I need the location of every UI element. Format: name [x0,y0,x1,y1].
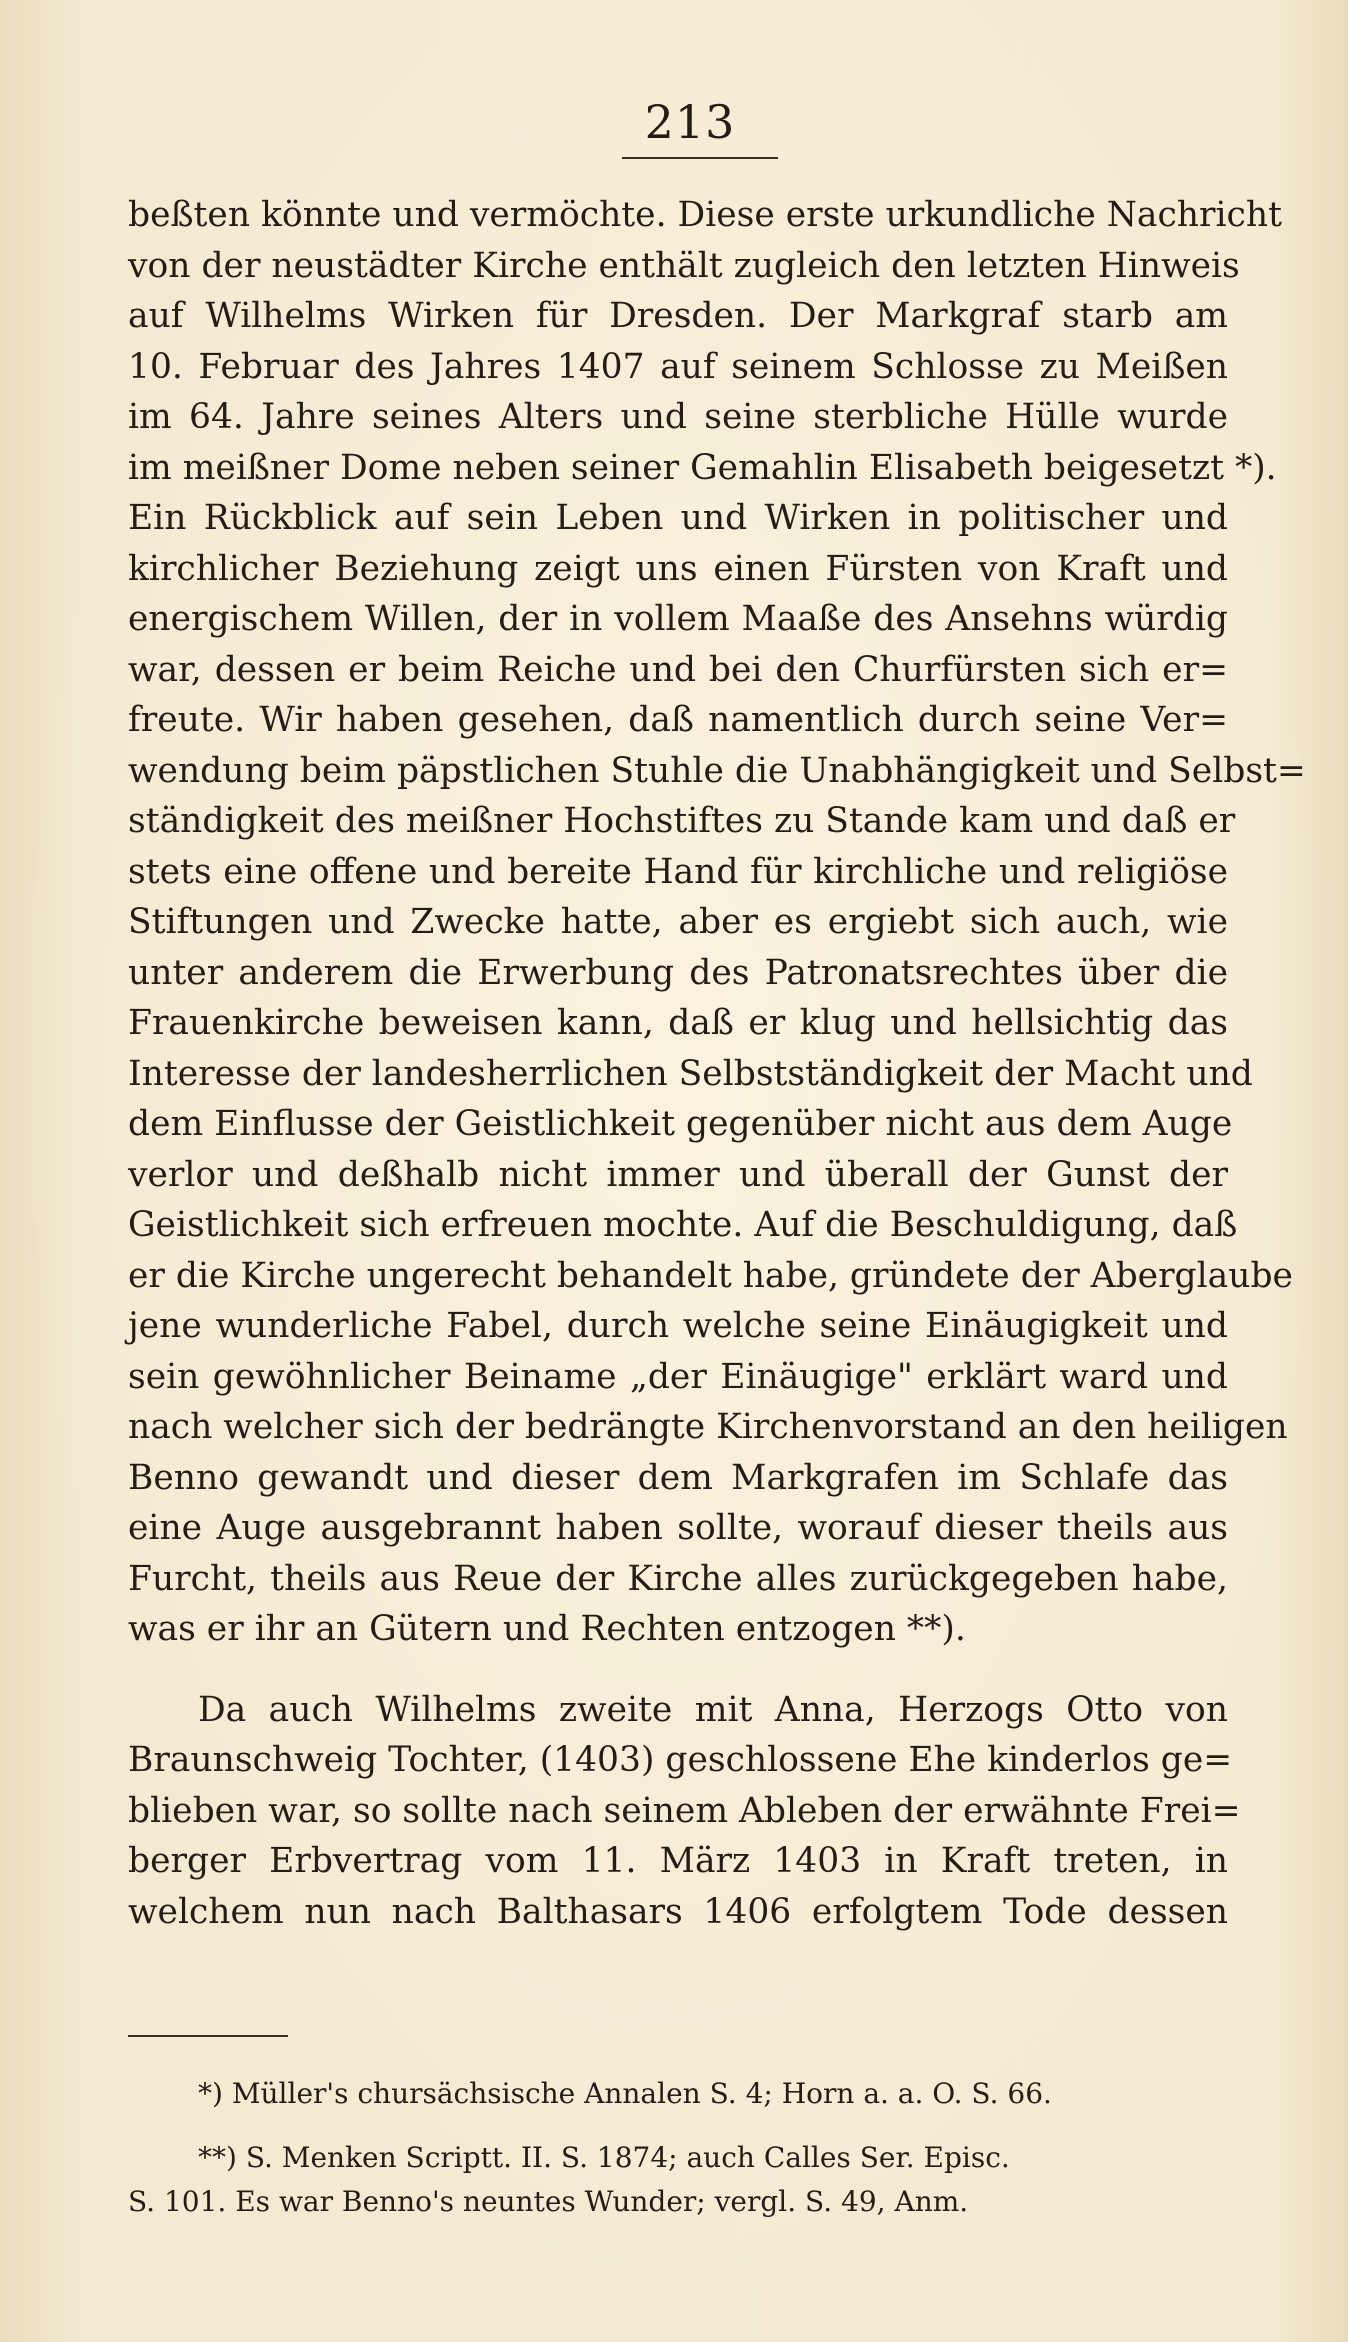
text-line: Geistlichkeit sich erfreuen mochte. Auf die Beschuldigung, daß [128,1205,1238,1245]
text-line: im meißner Dome neben seiner Gemahlin Elisabeth beigesetzt *). [128,447,1277,488]
text-line: Benno gewandt und dieser dem Markgrafen im Schlafe das [128,1457,1228,1498]
footnote-gap [128,2116,1228,2136]
text-line: auf Wilhelms Wirken für Dresden. Der Markgraf starb am [128,296,1228,336]
footnote-1: *) Müller's chursächsische Annalen S. 4; Horn a. a. O. S. 66. [198,2077,1052,2110]
text-line: jene wunderliche Fabel, durch welche seine Einäugigkeit und [128,1306,1228,1346]
text-line: beßten könnte und vermöchte. Diese erste urkundliche Nachricht [128,195,1282,235]
text-line: Stiftungen und Zwecke hatte, aber es ergiebt sich auch, wie [128,902,1228,942]
text-line: was er ihr an Gütern und Rechten entzogen **). [128,1609,966,1649]
text-line: eine Auge ausgebrannt haben sollte, worauf dieser theils aus [128,1508,1228,1548]
text-line: wendung beim päpstlichen Stuhle die Unabhängigkeit und Selbst= [128,750,1306,791]
main-text [128,190,1306,1937]
text-line: er die Kirche ungerecht behandelt habe, gründete der Aberglaube [128,1255,1293,1296]
text-line: welchem nun nach Balthasars 1406 erfolgtem Tode dessen [128,1891,1228,1932]
page-number: 213 [644,95,736,149]
text-line: unter anderem die Erwerbung des Patronatsrechtes über die [128,952,1228,993]
text-line: stets eine offene und bereite Hand für kirchliche und religiöse [128,851,1228,892]
text-line: energischem Willen, der in vollem Maaße des Ansehns würdig [128,599,1228,639]
text-line: dem Einflusse der Geistlichkeit gegenüber nicht aus dem Auge [128,1104,1233,1144]
text-line: Braunschweig Tochter, (1403) geschlossene Ehe kinderlos ge= [128,1740,1233,1780]
footnote-2-line-2: S. 101. Es war Benno's neuntes Wunder; vergl. S. 49, Anm. [128,2185,969,2218]
header-rule [622,157,778,159]
text-line: 10. Februar des Jahres 1407 auf seinem Schlosse zu Meißen [128,346,1228,387]
footnotes [128,2072,1228,2224]
text-line: von der neustädter Kirche enthält zugleich den letzten Hinweis [128,245,1240,286]
text-line: war, dessen er beim Reiche und bei den Churfürsten sich er= [128,649,1228,690]
text-line: Furcht, theils aus Reue der Kirche alles zurückgegeben habe, [128,1558,1228,1599]
text-line: berger Erbvertrag vom 11. März 1403 in Kraft treten, in [128,1841,1228,1881]
text-line: ständigkeit des meißner Hochstiftes zu Stande kam und daß er [128,801,1236,841]
text-line: blieben war, so sollte nach seinem Ableben der erwähnte Frei= [128,1790,1241,1831]
text-line: kirchlicher Beziehung zeigt uns einen Fürsten von Kraft und [128,548,1228,589]
paragraph-gap [128,1655,1228,1685]
text-line: nach welcher sich der bedrängte Kirchenvorstand an den heiligen [128,1407,1288,1447]
text-line: Interesse der landesherrlichen Selbstständigkeit der Macht und [128,1053,1253,1094]
text-line: Da auch Wilhelms zweite mit Anna, Herzogs Otto von [198,1689,1228,1730]
text-line: verlor und deßhalb nicht immer und überall der Gunst der [128,1154,1228,1195]
text-line: Ein Rückblick auf sein Leben und Wirken in politischer und [128,498,1228,538]
text-line: Frauenkirche beweisen kann, daß er klug und hellsichtig das [128,1003,1228,1043]
text-line: freute. Wir haben gesehen, daß namentlich durch seine Ver= [128,700,1228,740]
footnote-rule [128,2035,288,2037]
text-line: sein gewöhnlicher Beiname „der Einäugige" erklärt ward und [128,1356,1228,1397]
footnote-2-line-1: **) S. Menken Scriptt. II. S. 1874; auch Calles Ser. Episc. [198,2141,1010,2174]
text-line: im 64. Jahre seines Alters und seine sterbliche Hülle wurde [128,397,1228,437]
